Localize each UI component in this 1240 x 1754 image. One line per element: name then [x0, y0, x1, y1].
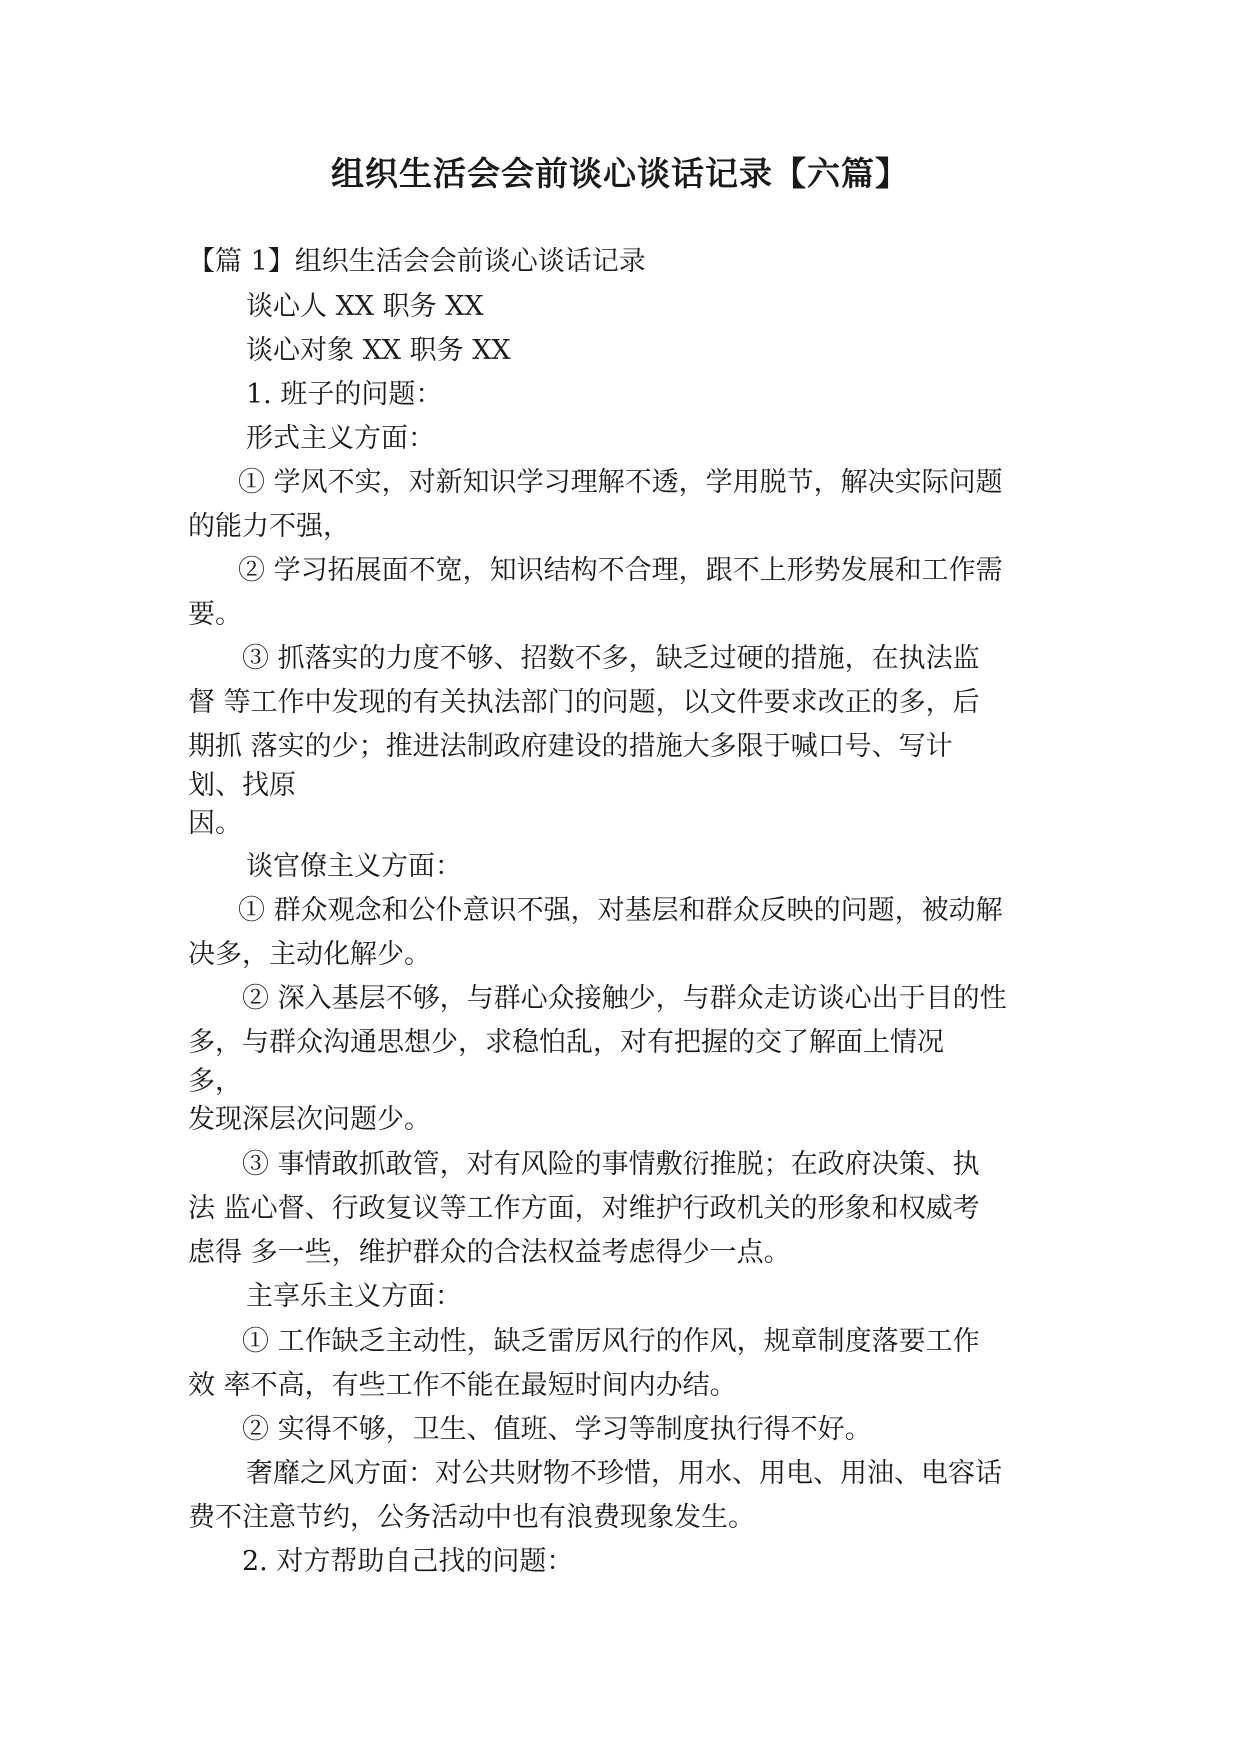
text-line: 主享乐主义方面： [246, 1281, 462, 1312]
text-line: 督 等工作中发现的有关执法部门的问题，以文件要求改正的多，后 [188, 687, 980, 718]
text-line: 奢靡之风方面：对公共财物不珍惜，用水、用电、用油、电容话 [246, 1458, 1002, 1489]
text-line: ② 学习拓展面不宽，知识结构不合理，跟不上形势发展和工作需 [238, 555, 1003, 586]
text-line: 虑得 多一些，维护群众的合法权益考虑得少一点。 [188, 1237, 791, 1268]
text-line: 费不注意节约，公务活动中也有浪费现象发生。 [188, 1502, 755, 1533]
text-line: ① 工作缺乏主动性，缺乏雷厉风行的作风，规章制度落要工作 [242, 1326, 980, 1357]
document-title: 组织生活会会前谈心谈话记录【六篇】 [331, 154, 909, 193]
text-line: 法 监心督、行政复议等工作方面，对维护行政机关的形象和权威考 [188, 1193, 980, 1224]
text-line: 谈官僚主义方面： [246, 851, 462, 882]
text-line: 多， [188, 1066, 242, 1097]
text-line: 发现深层次问题少。 [188, 1104, 431, 1135]
text-line: 形式主义方面： [246, 423, 435, 454]
text-line: 期抓 落实的少；推进法制政府建设的措施大多限于喊口号、写计 [188, 731, 953, 762]
text-line: ③ 事情敢抓敢管，对有风险的事情敷衍推脱；在政府决策、执 [242, 1149, 980, 1180]
text-line: 的能力不强， [188, 511, 350, 542]
text-line: ① 学风不实，对新知识学习理解不透，学用脱节，解决实际问题 [238, 467, 1003, 498]
text-line: 划、找原 [188, 770, 296, 801]
text-line: 【篇 1】组织生活会会前谈心谈话记录 [188, 246, 646, 277]
text-line: ② 深入基层不够，与群心众接触少，与群众走访谈心出于目的性 [242, 983, 1007, 1014]
text-line: 2. 对方帮助自己找的问题： [242, 1546, 574, 1577]
text-line: ③ 抓落实的力度不够、招数不多，缺乏过硬的措施，在执法监 [242, 643, 980, 674]
text-line: 决多，主动化解少。 [188, 939, 431, 970]
text-line: 多，与群众沟通思想少，求稳怕乱，对有把握的交了解面上情况 [188, 1027, 944, 1058]
text-line: 谈心人 XX 职务 XX [246, 291, 484, 322]
text-line: 效 率不高，有些工作不能在最短时间内办结。 [188, 1370, 737, 1401]
text-line: ① 群众观念和公仆意识不强，对基层和群众反映的问题，被动解 [238, 895, 1003, 926]
text-line: 1. 班子的问题： [246, 379, 443, 410]
text-line: ② 实得不够，卫生、值班、学习等制度执行得不好。 [242, 1414, 872, 1445]
text-line: 因。 [188, 808, 242, 839]
text-line: 要。 [188, 599, 242, 630]
text-line: 谈心对象 XX 职务 XX [246, 335, 511, 366]
